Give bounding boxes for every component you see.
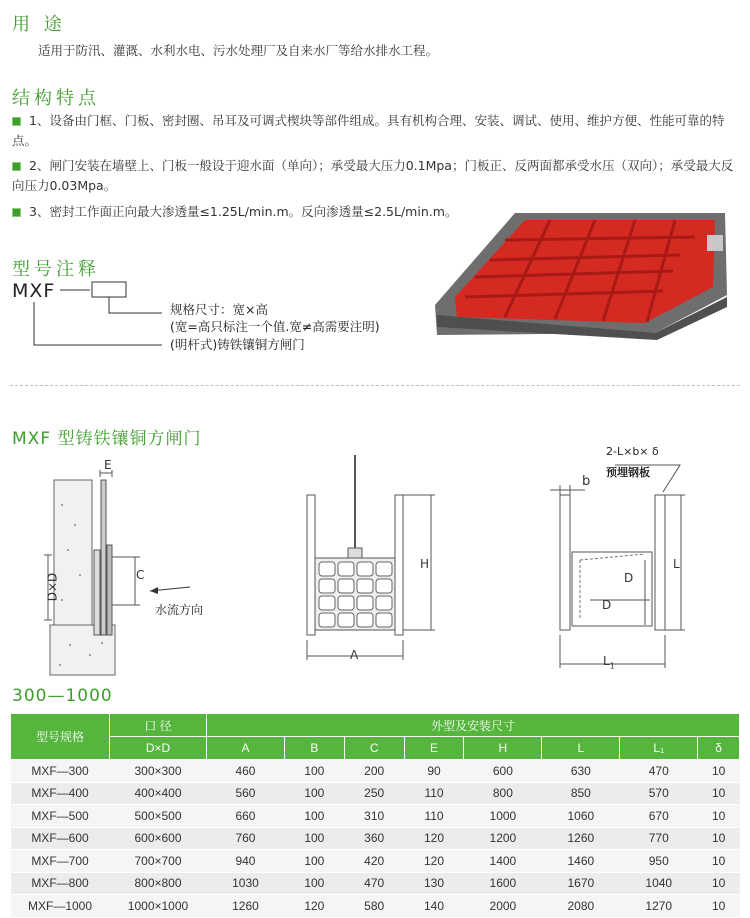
table-cell: 400×400 xyxy=(110,782,207,805)
table-row xyxy=(11,872,740,895)
table-cell: 310 xyxy=(344,805,404,828)
dim-L: L xyxy=(673,557,680,571)
feature-item-2: 2、闸门安装在墙壁上、门板一般设于迎水面（单向）；承受最大压力0.1Mpa；门板正、反两面都承受水压（双向）；承受最大反向压力0.03Mpa。 xyxy=(12,158,734,193)
feature-item-3: 3、密封工作面正向最大渗透量≤1.25L/min.m。反向渗透量≤2.5L/min.m。 xyxy=(12,202,492,222)
th-model: 型号规格 xyxy=(11,714,110,760)
table-cell: 1000 xyxy=(464,805,542,828)
table-cell: 600×600 xyxy=(110,827,207,850)
model-note-size: 规格尺寸：宽×高 xyxy=(170,302,268,317)
dim-A: A xyxy=(350,648,359,662)
table-cell: 670 xyxy=(620,805,698,828)
model-notes-lines xyxy=(30,280,190,350)
table-cell: 1000×1000 xyxy=(110,895,207,918)
th-sub-header: H xyxy=(464,737,542,760)
plate-spec: 2-L×b× δ xyxy=(606,445,659,458)
table-cell: 2000 xyxy=(464,895,542,918)
bullet-icon xyxy=(12,162,21,171)
table-row xyxy=(11,895,740,918)
table-cell: 580 xyxy=(344,895,404,918)
dim-b: b xyxy=(582,474,591,489)
table-cell: 110 xyxy=(404,805,464,828)
table-cell: 10 xyxy=(698,850,740,873)
table-cell: 600 xyxy=(464,760,542,783)
th-sub-header: C xyxy=(344,737,404,760)
table-cell: 940 xyxy=(207,850,285,873)
table-cell: MXF—500 xyxy=(11,805,110,828)
table-cell: 120 xyxy=(284,895,344,918)
features-title: 结构特点 xyxy=(12,88,100,109)
table-row xyxy=(11,850,740,873)
table-cell: 120 xyxy=(404,850,464,873)
table-cell: 700×700 xyxy=(110,850,207,873)
table-cell: 130 xyxy=(404,872,464,895)
table-cell: 10 xyxy=(698,872,740,895)
table-cell: 630 xyxy=(542,760,620,783)
table-cell: 660 xyxy=(207,805,285,828)
table-cell: 10 xyxy=(698,760,740,783)
table-cell: 470 xyxy=(344,872,404,895)
table-cell: 10 xyxy=(698,805,740,828)
dim-L1: $L_1$ xyxy=(603,654,615,671)
table-cell: 950 xyxy=(620,850,698,873)
spec-table xyxy=(10,713,740,918)
table-cell: MXF—300 xyxy=(11,760,110,783)
dim-H: H xyxy=(420,557,430,571)
table-cell: MXF—600 xyxy=(11,827,110,850)
table-cell: 420 xyxy=(344,850,404,873)
th-sub-header: A xyxy=(207,737,285,760)
table-row xyxy=(11,760,740,783)
table-cell: MXF—1000 xyxy=(11,895,110,918)
table-cell: MXF—400 xyxy=(11,782,110,805)
feature-item-1: 1、设备由门框、门板、密封圈、吊耳及可调式楔块等部件组成。具有机构合理、安装、调试、使用、维护方便、性能可靠的特点。 xyxy=(12,113,725,148)
th-caliber: 口 径 xyxy=(110,714,207,737)
table-cell: 1030 xyxy=(207,872,285,895)
flow-direction-label: 水流方向 xyxy=(155,603,204,617)
table-row xyxy=(11,827,740,850)
table-cell: 1600 xyxy=(464,872,542,895)
th-sub-header: δ xyxy=(698,737,740,760)
usage-title: 用 途 xyxy=(12,14,66,35)
table-cell: 100 xyxy=(284,760,344,783)
th-sub-header: L xyxy=(542,737,620,760)
table-cell: 1270 xyxy=(620,895,698,918)
th-sub-header: B xyxy=(284,737,344,760)
table-cell: 1260 xyxy=(542,827,620,850)
model-code: MXF xyxy=(12,280,56,302)
table-cell: 760 xyxy=(207,827,285,850)
table-cell: 1260 xyxy=(207,895,285,918)
table-cell: 1040 xyxy=(620,872,698,895)
table-row xyxy=(11,782,740,805)
table-cell: 770 xyxy=(620,827,698,850)
table-cell: 120 xyxy=(404,827,464,850)
table-cell: 90 xyxy=(404,760,464,783)
table-cell: 800 xyxy=(464,782,542,805)
model-notes-title: 型号注释 xyxy=(12,259,100,280)
dim-D-vertical: D xyxy=(624,571,634,585)
product-title: MXF 型铸铁镶铜方闸门 xyxy=(12,429,202,449)
range-title: 300—1000 xyxy=(12,686,113,706)
bullet-icon xyxy=(12,208,21,217)
table-cell: 100 xyxy=(284,827,344,850)
table-cell: 200 xyxy=(344,760,404,783)
table-cell: 100 xyxy=(284,872,344,895)
bullet-icon xyxy=(12,117,21,126)
table-cell: 850 xyxy=(542,782,620,805)
dim-E: E xyxy=(104,458,112,472)
table-cell: 10 xyxy=(698,782,740,805)
table-cell: 1060 xyxy=(542,805,620,828)
table-cell: 1460 xyxy=(542,850,620,873)
dim-D-horizontal: D xyxy=(602,598,612,612)
divider xyxy=(10,385,740,386)
table-cell: 100 xyxy=(284,805,344,828)
table-cell: 10 xyxy=(698,827,740,850)
gate-photo xyxy=(425,205,745,340)
table-cell: 2080 xyxy=(542,895,620,918)
table-cell: 1670 xyxy=(542,872,620,895)
table-cell: 10 xyxy=(698,895,740,918)
table-cell: 360 xyxy=(344,827,404,850)
table-cell: 470 xyxy=(620,760,698,783)
table-cell: 1200 xyxy=(464,827,542,850)
table-cell: MXF—800 xyxy=(11,872,110,895)
table-cell: 110 xyxy=(404,782,464,805)
table-cell: 100 xyxy=(284,850,344,873)
table-cell: 460 xyxy=(207,760,285,783)
model-note-type: (明杆式)铸铁镶铜方闸门 xyxy=(170,337,305,352)
table-cell: 100 xyxy=(284,782,344,805)
table-cell: 1400 xyxy=(464,850,542,873)
model-note-width-height: (宽=高只标注一个值.宽≠高需要注明) xyxy=(170,319,380,334)
table-cell: 800×800 xyxy=(110,872,207,895)
table-cell: 560 xyxy=(207,782,285,805)
table-cell: 300×300 xyxy=(110,760,207,783)
usage-text: 适用于防汛、灌溉、水利水电、污水处理厂及自来水厂等给水排水工程。 xyxy=(38,43,439,58)
th-sub-header: L₁ xyxy=(620,737,698,760)
dim-C: C xyxy=(136,568,145,582)
table-cell: 250 xyxy=(344,782,404,805)
plate-label: 预埋钢板 xyxy=(606,466,650,479)
table-cell: 500×500 xyxy=(110,805,207,828)
th-sub-header: E xyxy=(404,737,464,760)
table-cell: MXF—700 xyxy=(11,850,110,873)
th-sub-header: D×D xyxy=(110,737,207,760)
table-cell: 140 xyxy=(404,895,464,918)
table-row xyxy=(11,805,740,828)
table-cell: 570 xyxy=(620,782,698,805)
dim-DxD: D×D xyxy=(45,572,60,602)
th-dimensions: 外型及安装尺寸 xyxy=(207,714,740,737)
